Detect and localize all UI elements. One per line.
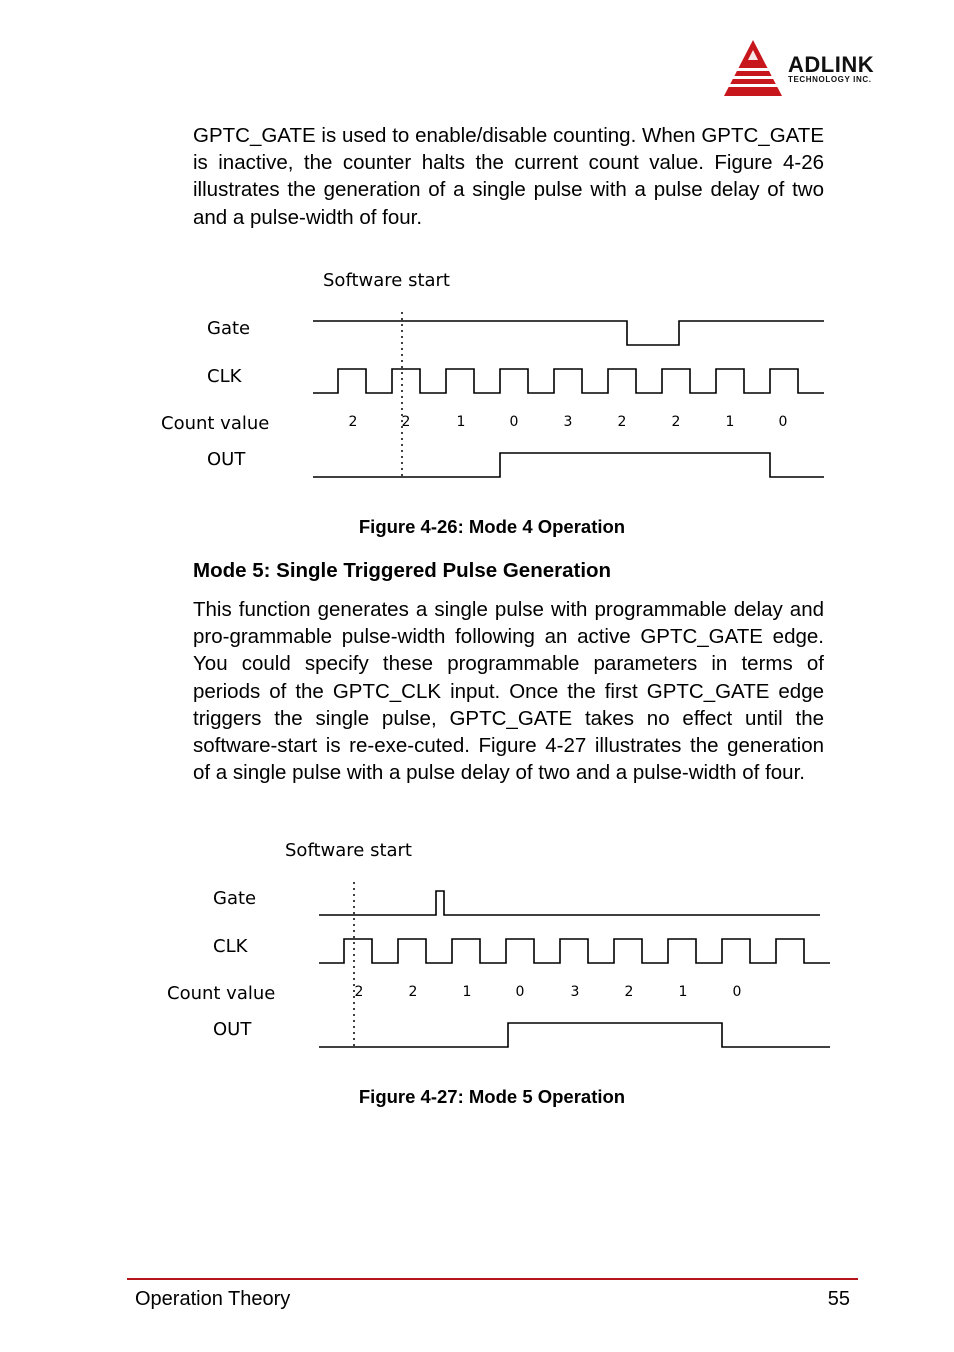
count-value: 2: [671, 414, 681, 430]
logo-subtitle: TECHNOLOGY INC.: [788, 75, 872, 84]
clk-waveform: [319, 939, 830, 963]
count-value: 3: [570, 984, 580, 1000]
count-value: 0: [732, 984, 742, 1000]
signal-label-out: OUT: [207, 449, 246, 470]
count-value: 1: [678, 984, 688, 1000]
signal-label-count-value: Count value: [161, 413, 270, 434]
clk-waveform: [313, 369, 824, 393]
count-value: 2: [617, 414, 627, 430]
count-value: 0: [515, 984, 525, 1000]
footer-rule: [127, 1278, 858, 1280]
figure-27-timing-diagram: [0, 825, 954, 1065]
signal-label-clk: CLK: [207, 366, 242, 387]
count-value: 1: [725, 414, 735, 430]
adlink-logo: [722, 38, 912, 100]
count-value: 0: [509, 414, 519, 430]
intro-paragraph: GPTC_GATE is used to enable/disable counting. When GPTC_GATE is inactive, the counter halts the current count value. Figure 4-26 illustrates the generation of a single pulse with a pulse delay of two and a pulse-width of four.: [193, 124, 824, 229]
count-value: 0: [778, 414, 788, 430]
signal-label-clk: CLK: [213, 936, 248, 957]
software-start-label: Software start: [323, 270, 450, 291]
figure-26-caption: Figure 4-26: Mode 4 Operation: [358, 516, 626, 537]
count-value: 2: [348, 414, 358, 430]
gate-waveform: [313, 321, 824, 345]
figure-26-timing-diagram: [0, 255, 954, 495]
signal-label-count-value: Count value: [167, 983, 276, 1004]
adlink-triangle-icon: [722, 38, 784, 100]
count-value: 2: [401, 414, 411, 430]
mode5-paragraph: This function generates a single pulse with programmable delay and pro-grammable pulse-width following an active GPTC_GATE edge. You could specify these programmable parameters in terms of periods of the GPTC_CLK input. Once the first GPTC_GATE edge triggers the single pulse, GPTC_GATE takes no effect until the software-start is re-exe-cuted. Figure 4-27 illustrates the generation of a single pulse with a pulse delay of two and a pulse-width of four.: [193, 598, 824, 785]
mode5-heading: Mode 5: Single Triggered Pulse Generation: [193, 559, 612, 582]
count-value: 2: [408, 984, 418, 1000]
count-value: 1: [456, 414, 466, 430]
signal-label-out: OUT: [213, 1019, 252, 1040]
out-waveform: [313, 453, 824, 477]
signal-label-gate: Gate: [213, 888, 257, 909]
signal-label-gate: Gate: [207, 318, 251, 339]
count-value: 3: [563, 414, 573, 430]
count-value: 1: [462, 984, 472, 1000]
software-start-label: Software start: [285, 840, 412, 861]
count-value: 2: [354, 984, 364, 1000]
out-waveform: [319, 1023, 830, 1047]
footer-page-number: 55: [827, 1288, 850, 1310]
count-value: 2: [624, 984, 634, 1000]
figure-27-caption: Figure 4-27: Mode 5 Operation: [358, 1086, 626, 1107]
gate-waveform: [319, 891, 820, 915]
footer-section-title: Operation Theory: [135, 1288, 291, 1310]
logo-wordmark: ADLINK: [788, 52, 875, 77]
